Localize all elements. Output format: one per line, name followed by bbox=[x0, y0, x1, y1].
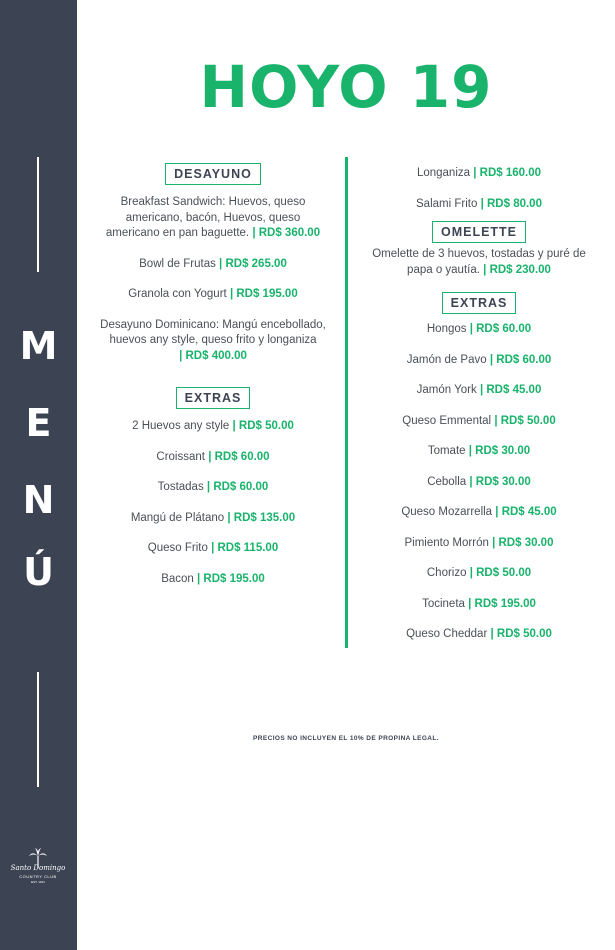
section-title: OMELETTE bbox=[432, 221, 526, 243]
item-price: | RD$ 60.00 bbox=[208, 450, 270, 463]
item-name: Longaniza bbox=[416, 167, 471, 179]
menu-letter-n: N bbox=[22, 478, 55, 522]
menu-item bbox=[90, 450, 336, 466]
item-price: | RD$ 135.00 bbox=[227, 511, 296, 524]
item-price: | RD$ 160.00 bbox=[473, 167, 542, 179]
menu-item bbox=[360, 353, 598, 369]
logo-subtitle: COUNTRY CLUB bbox=[19, 874, 57, 879]
section-heading-omelette bbox=[360, 221, 598, 243]
item-name: Queso Mozarrella bbox=[401, 506, 493, 518]
left-column bbox=[90, 163, 336, 587]
item-price: | RD$ 30.00 bbox=[469, 475, 531, 488]
column-divider bbox=[345, 157, 348, 648]
menu-item bbox=[360, 414, 598, 430]
section-heading-extras bbox=[90, 387, 336, 409]
item-name: Mangú de Plátano bbox=[130, 511, 225, 524]
section-title: EXTRAS bbox=[442, 292, 517, 314]
item-name: Hongos bbox=[426, 323, 467, 335]
item-price: | RD$ 50.00 bbox=[490, 628, 552, 640]
item-name: Croissant bbox=[156, 450, 205, 463]
item-price: | RD$ 45.00 bbox=[495, 506, 557, 518]
item-name: Cebolla bbox=[427, 475, 467, 488]
page-title: HOYO 19 bbox=[199, 53, 493, 121]
item-price: | RD$ 400.00 bbox=[179, 349, 247, 362]
item-price: | RD$ 60.00 bbox=[469, 323, 532, 335]
menu-item bbox=[360, 247, 598, 278]
menu-item bbox=[360, 444, 598, 460]
menu-item bbox=[90, 287, 336, 303]
menu-item bbox=[90, 572, 336, 588]
item-price: | RD$ 60.00 bbox=[489, 353, 552, 366]
section-heading-extras-right bbox=[360, 292, 598, 314]
item-price: | RD$ 195.00 bbox=[229, 288, 298, 300]
menu-item bbox=[360, 475, 598, 491]
item-name: Jamón de Pavo bbox=[406, 353, 487, 366]
section-title: EXTRAS bbox=[176, 387, 251, 409]
menu-item bbox=[90, 511, 336, 527]
section-heading-desayuno bbox=[90, 163, 336, 185]
item-name: 2 Huevos any style bbox=[132, 420, 230, 432]
item-price: | RD$ 80.00 bbox=[480, 197, 542, 210]
item-name: Queso Frito bbox=[147, 542, 208, 554]
item-price: | RD$ 45.00 bbox=[479, 384, 542, 396]
item-price: | RD$ 30.00 bbox=[468, 445, 531, 457]
logo-script-text: Santo Domingo bbox=[10, 864, 66, 872]
item-price: | RD$ 265.00 bbox=[219, 257, 287, 270]
item-price: | RD$ 50.00 bbox=[232, 420, 294, 432]
item-name: Desayuno Dominicano: Mangú encebollado, huevos any style, queso frito y longaniza bbox=[100, 318, 326, 346]
item-price: | RD$ 195.00 bbox=[197, 572, 265, 585]
item-name: Pimiento Morrón bbox=[404, 536, 489, 549]
menu-item bbox=[360, 536, 598, 552]
menu-item bbox=[360, 166, 598, 182]
tip-disclaimer: PRECIOS NO INCLUYEN EL 10% DE PROPINA LEGAL. bbox=[253, 735, 439, 742]
sidebar-bottom-rule bbox=[37, 672, 39, 787]
menu-item bbox=[360, 627, 598, 643]
item-name: Tostadas bbox=[157, 481, 204, 493]
item-price: | RD$ 230.00 bbox=[483, 263, 551, 276]
item-name: Bacon bbox=[161, 572, 194, 585]
item-name: Jamón York bbox=[416, 384, 477, 396]
menu-item bbox=[360, 566, 598, 582]
right-column bbox=[360, 163, 598, 643]
item-name: Tomate bbox=[427, 445, 466, 457]
menu-item bbox=[90, 318, 336, 365]
item-name: Salami Frito bbox=[416, 197, 478, 210]
item-name: Queso Cheddar bbox=[406, 628, 488, 640]
item-price: | RD$ 50.00 bbox=[469, 567, 532, 579]
item-price: | RD$ 60.00 bbox=[206, 481, 269, 493]
section-title: DESAYUNO bbox=[165, 163, 261, 185]
menu-item bbox=[90, 195, 336, 242]
menu-letter-m: M bbox=[19, 324, 58, 368]
menu-item bbox=[90, 480, 336, 496]
item-price: | RD$ 30.00 bbox=[492, 536, 554, 549]
menu-item bbox=[360, 197, 598, 213]
menu-item bbox=[360, 505, 598, 521]
menu-letter-u: Ú bbox=[23, 550, 54, 594]
sidebar bbox=[0, 0, 77, 950]
menu-item bbox=[360, 383, 598, 399]
item-price: | RD$ 115.00 bbox=[211, 542, 279, 554]
item-name: Bowl de Frutas bbox=[139, 257, 216, 270]
item-name: Tocineta bbox=[422, 597, 465, 610]
menu-item bbox=[90, 419, 336, 435]
menu-item bbox=[360, 322, 598, 338]
item-price: | RD$ 360.00 bbox=[252, 227, 321, 239]
menu-item bbox=[90, 257, 336, 273]
menu-letter-e: E bbox=[25, 401, 52, 445]
item-name: Granola con Yogurt bbox=[128, 288, 227, 300]
sidebar-top-rule bbox=[37, 157, 39, 272]
item-price: | RD$ 50.00 bbox=[494, 414, 556, 427]
menu-item bbox=[90, 541, 336, 557]
club-logo bbox=[6, 848, 70, 888]
menu-item bbox=[360, 597, 598, 613]
item-name: Breakfast Sandwich: Huevos, queso americano, bacón, Huevos, queso americano en pan baguette. bbox=[105, 196, 306, 239]
item-name: Chorizo bbox=[426, 567, 467, 579]
item-name: Queso Emmental bbox=[402, 414, 492, 427]
item-price: | RD$ 195.00 bbox=[468, 597, 536, 610]
item-name: Omelette de 3 huevos, tostadas y puré de papa o yautía. bbox=[372, 248, 586, 276]
logo-established: EST. 1921 bbox=[31, 880, 45, 884]
